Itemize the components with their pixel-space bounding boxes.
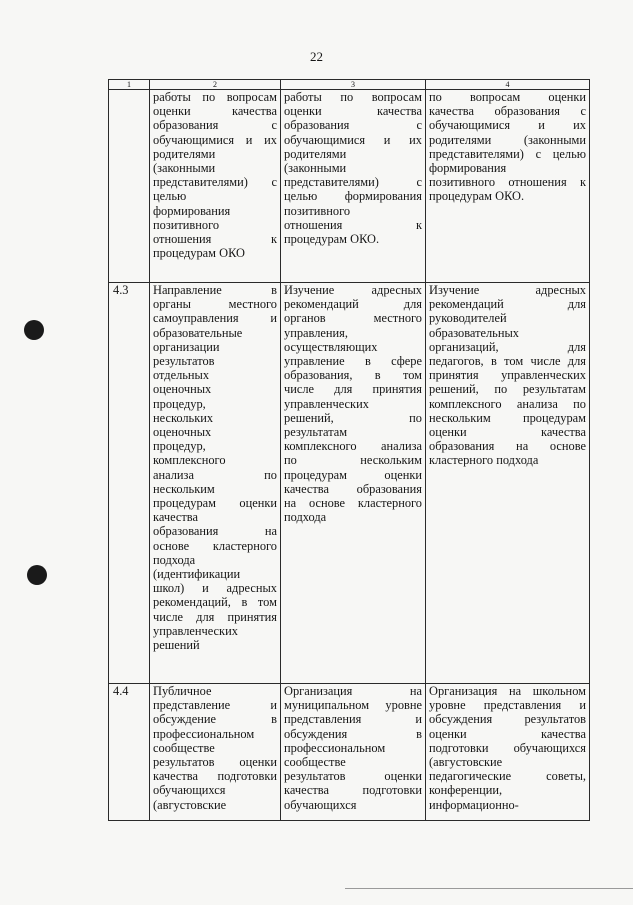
cell-text-line: позитивного <box>153 217 220 232</box>
cell-text-line: позитивного <box>284 203 351 218</box>
table-header-row <box>109 80 590 90</box>
cell-text-line: представления и <box>284 712 422 727</box>
cell-text-line: школ) и адресных <box>153 581 277 596</box>
row-number: 4.4 <box>109 684 150 821</box>
cell-text-line: качества образования с <box>429 104 586 119</box>
cell-text-line: организаций, для <box>429 339 586 354</box>
cell-text-line: результатов оценки <box>284 769 422 784</box>
cell-text-line: принятия управленческих <box>429 368 586 383</box>
cell-text-line: рекомендаций для <box>284 297 422 312</box>
cell-text-line: процедур, <box>153 396 206 411</box>
header-col-1: 1 <box>109 80 150 90</box>
cell-text-line: процедурам ОКО <box>153 246 245 261</box>
cell-text-line: представителями) с целью <box>429 146 586 161</box>
cell-text-line: позитивного отношения к <box>429 175 586 190</box>
cell-text-line: решений, по результатам <box>429 382 586 397</box>
cell-text-line: результатов <box>153 354 215 369</box>
cell-text-line: качества подготовки <box>153 769 277 784</box>
cell-text-line: процедурам оценки <box>153 496 277 511</box>
cell-text-line: целью <box>153 189 187 204</box>
cell-text-line: органы местного <box>153 297 277 312</box>
table-row-continuation <box>109 90 590 283</box>
cell-text-line: (идентификации <box>153 567 241 582</box>
cell-text-line: анализа по <box>153 467 277 482</box>
cell-text-line: (законными <box>284 161 347 176</box>
cell-text-line: (августовские <box>429 755 503 770</box>
cell-text-line: числе для принятия <box>153 609 277 624</box>
cell-text-line: оценки качества <box>284 104 422 119</box>
table-row-4-4 <box>109 684 590 821</box>
cell-text-line: образования с <box>284 118 422 133</box>
cell-text-line: уровне представления и <box>429 698 586 713</box>
cell-text-line: представителями) с <box>153 175 277 190</box>
cell-text-line: результатам <box>284 425 348 440</box>
cell-text-line: управленческих <box>153 623 238 638</box>
cell-text-line: процедурам ОКО. <box>284 232 380 247</box>
cell-text-line: комплексного анализа <box>284 439 422 454</box>
cell-text-line: решений, по <box>284 410 422 425</box>
measures-table <box>108 79 590 821</box>
cell-text-line: решений <box>153 638 200 653</box>
cell-text-line: обучающихся <box>153 783 226 798</box>
cell-text-line: целью формирования <box>284 189 422 204</box>
cell-municipal-level <box>281 684 426 821</box>
cell-text-line: (августовские <box>153 797 227 812</box>
header-col-4: 4 <box>426 80 590 90</box>
cell-text-line: обучающихся <box>284 797 357 812</box>
cell-text-line: осуществляющих <box>284 339 378 354</box>
cell-text-line: подхода <box>153 552 196 567</box>
row-number <box>109 90 150 283</box>
cell-text-line: конференции, <box>429 783 503 798</box>
cell-text-line: рекомендаций для <box>429 297 586 312</box>
cell-text-line: сообществе <box>284 755 346 770</box>
cell-text-line: формирования <box>429 161 507 176</box>
cell-text-line: числе для принятия <box>284 382 422 397</box>
cell-text-line: нескольким процедурам <box>429 410 586 425</box>
cell-text-line: формирования <box>153 203 231 218</box>
cell-text-line: органов местного <box>284 311 422 326</box>
cell-text-line: управленческих <box>284 396 369 411</box>
cell-text-line: нескольким <box>153 481 215 496</box>
cell-text-line: процедурам ОКО. <box>429 189 525 204</box>
cell-text-line: комплексного <box>153 453 226 468</box>
cell-text-line: обучающимися и их <box>153 132 277 147</box>
cell-text-line: обучающимися и их <box>429 118 586 133</box>
cell-text-line: отношения к <box>284 217 422 232</box>
cell-text-line: родителями <box>153 146 216 161</box>
cell-text-line: образования с <box>153 118 277 133</box>
cell-text-line: (законными <box>153 161 216 176</box>
cell-text-line: Изучение адресных <box>284 283 422 297</box>
cell-text-line: по вопросам оценки <box>429 90 586 104</box>
cell-text-line: нескольких <box>153 410 214 425</box>
cell-text-line: обучающимися и их <box>284 132 422 147</box>
cell-text-line: родителями <box>284 146 347 161</box>
cell-text-line: оценочных <box>153 425 212 440</box>
cell-text-line: качества образования <box>284 481 422 496</box>
cell-text-line: образования на основе <box>429 439 586 454</box>
header-col-2: 2 <box>150 80 281 90</box>
cell-text-line: сообществе <box>153 740 215 755</box>
scan-edge-line <box>345 888 633 889</box>
cell-text-line: самоуправления и <box>153 311 277 326</box>
cell-text-line: результатов оценки <box>153 755 277 770</box>
cell-text-line: организации <box>153 339 220 354</box>
cell-school-level <box>426 684 590 821</box>
cell-text-line: обсуждения в <box>284 726 422 741</box>
row-number: 4.3 <box>109 283 150 684</box>
cell-text-line: основе кластерного <box>153 538 277 553</box>
cell-text-line: педагогические советы, <box>429 769 586 784</box>
binder-hole-bottom <box>27 565 47 585</box>
cell-text-line: отношения к <box>153 232 277 247</box>
cell-text-line: образования на <box>153 524 277 539</box>
header-col-3: 3 <box>281 80 426 90</box>
cell-text-line: педагогов, в том числе для <box>429 354 586 369</box>
table-row-4-3 <box>109 283 590 684</box>
cell-text-line: обсуждения результатов <box>429 712 586 727</box>
cell-measure <box>150 283 281 684</box>
cell-text-line: комплексного анализа по <box>429 396 586 411</box>
cell-school-level <box>426 283 590 684</box>
cell-text-line: подготовки обучающихся <box>429 740 586 755</box>
cell-text-line: на основе кластерного <box>284 496 422 511</box>
cell-text-line: представление и <box>153 698 277 713</box>
cell-text-line: представителями) с <box>284 175 422 190</box>
cell-text-line: по нескольким <box>284 453 422 468</box>
cell-municipal-level <box>281 283 426 684</box>
cell-text-line: работы по вопросам <box>284 90 422 104</box>
cell-text-line: управления, <box>284 325 348 340</box>
cell-measure <box>150 90 281 283</box>
cell-text-line: оценочных <box>153 382 212 397</box>
cell-text-line: образовательных <box>429 325 519 340</box>
cell-text-line: оценки качества <box>429 726 586 741</box>
cell-text-line: рекомендаций, в том <box>153 595 277 610</box>
cell-text-line: Направление в <box>153 283 277 297</box>
cell-text-line: обсуждение в <box>153 712 277 727</box>
cell-text-line: оценки качества <box>429 425 586 440</box>
cell-text-line: образовательные <box>153 325 243 340</box>
cell-text-line: Организация на <box>284 684 422 698</box>
cell-text-line: подхода <box>284 510 327 525</box>
cell-text-line: отдельных <box>153 368 210 383</box>
cell-text-line: образования, в том <box>284 368 422 383</box>
cell-text-line: Организация на школьном <box>429 684 586 698</box>
cell-measure <box>150 684 281 821</box>
cell-text-line: качества подготовки <box>284 783 422 798</box>
cell-school-level <box>426 90 590 283</box>
cell-text-line: информационно- <box>429 797 519 812</box>
cell-text-line: оценки качества <box>153 104 277 119</box>
cell-municipal-level <box>281 90 426 283</box>
cell-text-line: работы по вопросам <box>153 90 277 104</box>
cell-text-line: Публичное <box>153 684 212 698</box>
binder-hole-top <box>24 320 44 340</box>
cell-text-line: кластерного подхода <box>429 453 539 468</box>
cell-text-line: качества <box>153 510 198 525</box>
cell-text-line: Изучение адресных <box>429 283 586 297</box>
cell-text-line: родителями (законными <box>429 132 586 147</box>
page-number: 22 <box>310 49 323 64</box>
cell-text-line: процедурам оценки <box>284 467 422 482</box>
cell-text-line: муниципальном уровне <box>284 698 422 713</box>
cell-text-line: управление в сфере <box>284 354 422 369</box>
cell-text-line: профессиональном <box>284 740 386 755</box>
cell-text-line: профессиональном <box>153 726 255 741</box>
cell-text-line: руководителей <box>429 311 507 326</box>
cell-text-line: процедур, <box>153 439 206 454</box>
